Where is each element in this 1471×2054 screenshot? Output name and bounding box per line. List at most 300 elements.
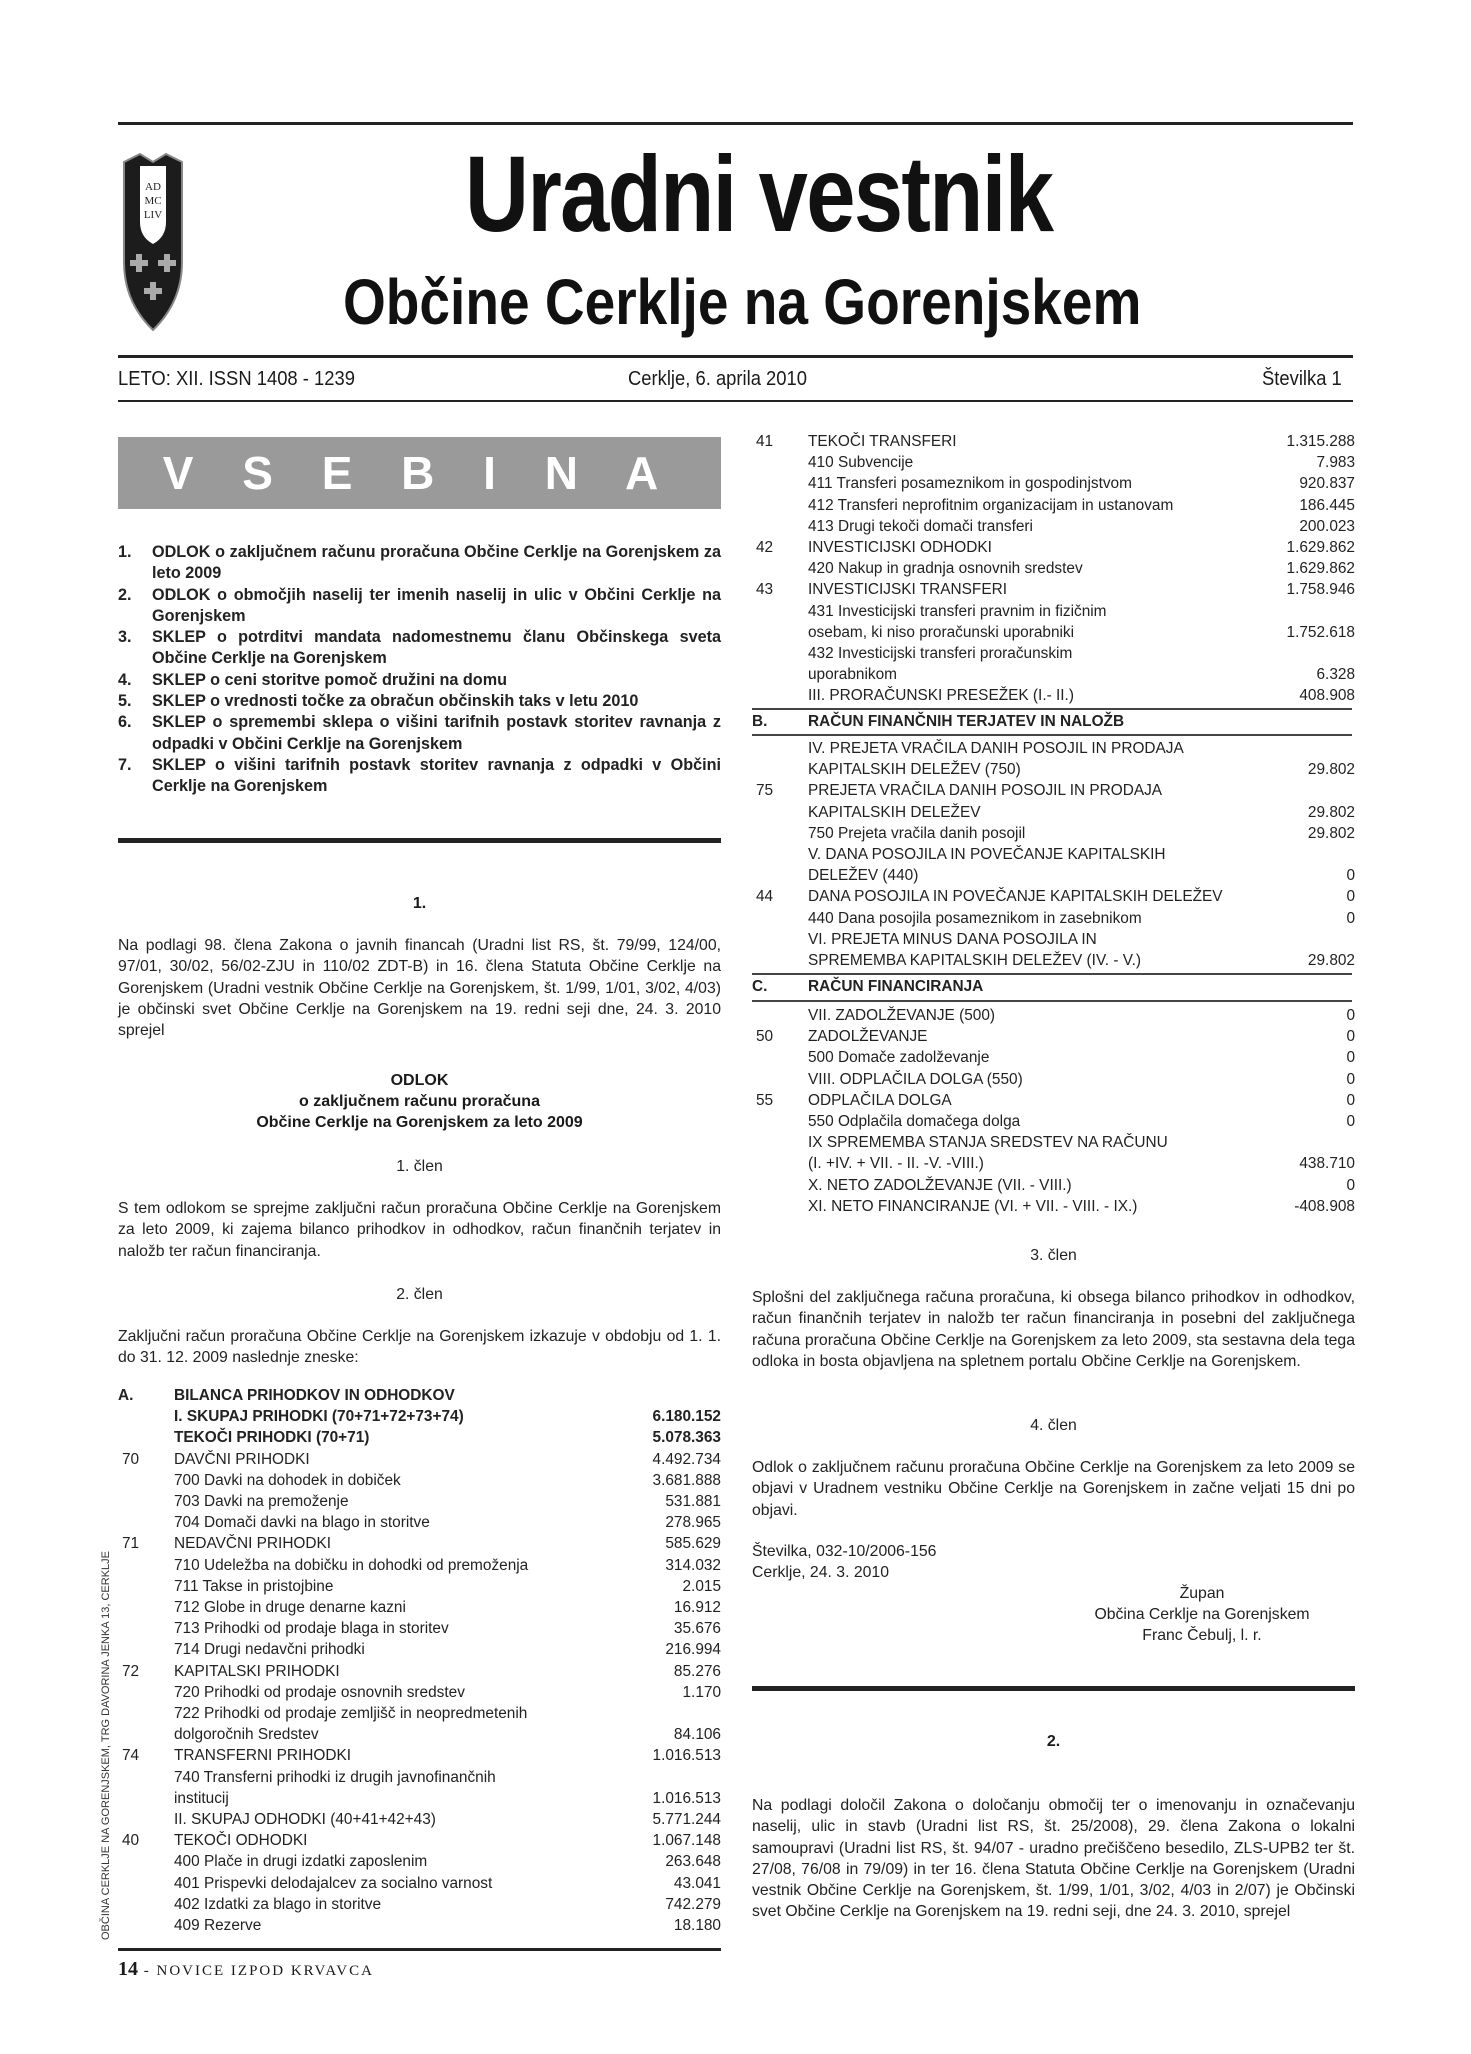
toc-item-text: SKLEP o potrditvi mandata nadomestnemu članu Občinskega sveta Občine Cerklje na Gorenjskem [152, 628, 721, 668]
account-label: IV. PREJETA VRAČILA DANIH POSOJIL IN PRODAJA [808, 740, 1184, 757]
table-row [752, 823, 1355, 844]
account-value: 3.681.888 [652, 1471, 721, 1489]
header-rule-1 [118, 355, 1353, 358]
account-value: 742.279 [665, 1895, 721, 1913]
account-code [118, 1555, 174, 1576]
account-label: 413 Drugi tekoči domači transferi [808, 517, 1033, 535]
table-row [752, 1005, 1355, 1026]
account-value: 16.912 [673, 1599, 721, 1617]
table-row [118, 1724, 721, 1745]
account-code [118, 1767, 174, 1788]
account-code [752, 685, 808, 706]
account-code [752, 516, 808, 537]
table-row [118, 1830, 721, 1851]
account-value: 0 [1346, 1049, 1355, 1067]
account-code [752, 950, 808, 971]
account-value: 6.328 [1316, 666, 1355, 684]
table-row [752, 865, 1355, 886]
table-row [118, 1788, 721, 1809]
publication-name: - NOVICE IZPOD KRVAVCA [138, 1963, 374, 1979]
account-value: 35.676 [673, 1620, 721, 1638]
account-value: 585.629 [665, 1535, 721, 1553]
account-code [752, 1005, 808, 1026]
account-value [1245, 929, 1355, 950]
account-code [752, 865, 808, 886]
account-label: uporabnikom [808, 666, 897, 684]
toc-heading: V S E B I N A [118, 437, 721, 509]
account-value: 0 [1346, 1007, 1355, 1024]
toc-item-number: 2. [118, 585, 132, 604]
clen3-heading: 3. člen [1030, 1247, 1077, 1264]
account-code [752, 1153, 808, 1174]
account-label: ZADOLŽEVANJE [808, 1028, 928, 1046]
signature-org: Občina Cerklje na Gorenjskem [1094, 1606, 1310, 1623]
account-value: 200.023 [1299, 517, 1355, 535]
account-value: 1.752.618 [1286, 623, 1355, 641]
table-row [752, 1111, 1355, 1132]
account-value: 7.983 [1316, 454, 1355, 472]
clen1-text: S tem odlokom se sprejme zaključni račun proračuna Občine Cerklje na Gorenjskem za leto 2009, ki zajema bilanco prihodkov in odhodkov, račun finančnih terjatev in naložb ter račun financiranja. [118, 1200, 721, 1260]
table-row [118, 1555, 721, 1576]
account-label: III. PRORAČUNSKI PRESEŽEK (I.- II.) [808, 687, 1074, 705]
toc-item-number: 6. [118, 713, 132, 732]
account-label: 431 Investicijski transferi pravnim in fizičnim [808, 602, 1107, 620]
table-row [752, 495, 1355, 516]
account-label: NEDAVČNI PRIHODKI [174, 1535, 332, 1553]
account-code [118, 1873, 174, 1894]
account-value: -408.908 [1294, 1197, 1355, 1215]
account-code [118, 1703, 174, 1724]
account-code [752, 601, 808, 622]
account-value: 263.648 [665, 1853, 721, 1871]
account-label: 714 Drugi nedavčni prihodki [174, 1641, 365, 1659]
table-row [118, 1639, 721, 1660]
table-row [752, 643, 1355, 664]
account-value: 18.180 [673, 1917, 721, 1935]
account-label: 710 Udeležba na dobičku in dohodki od premoženja [174, 1556, 529, 1574]
account-label: 720 Prihodki od prodaje osnovnih sredstev [174, 1683, 465, 1701]
account-value [611, 1703, 721, 1724]
account-code: 72 [122, 1662, 140, 1680]
issue-place-date: Cerklje, 6. aprila 2010 [628, 368, 807, 390]
account-code [752, 495, 808, 516]
toc-item [118, 670, 721, 691]
account-value: 1.016.513 [652, 1789, 721, 1807]
account-label: 722 Prihodki od prodaje zemljišč in neopredmetenih [174, 1705, 528, 1723]
toc-item-number: 3. [118, 628, 132, 647]
clen4-text: Odlok o zaključnem računu proračuna Občine Cerklje na Gorenjskem za leto 2009 se objavi v Uradnem vestniku Občine Cerklje na Gorenjskem in začne veljati 15 dni po objavi. [752, 1459, 1355, 1519]
account-code [118, 1809, 174, 1830]
table-row [118, 1851, 721, 1872]
left-bottom-rule [118, 1948, 721, 1951]
signature-title: Župan [1179, 1585, 1225, 1602]
account-value: 0 [1346, 909, 1355, 927]
table-row [118, 1873, 721, 1894]
account-label: VII. ZADOLŽEVANJE (500) [808, 1007, 996, 1024]
account-value: 0 [1346, 888, 1355, 906]
ref-number: Številka, 032-10/2006-156 [752, 1543, 937, 1560]
clen4-heading: 4. člen [1030, 1417, 1077, 1434]
account-label: dolgoročnih Sredstev [174, 1726, 319, 1744]
table-row [752, 664, 1355, 685]
table-row [752, 908, 1355, 929]
account-value: 85.276 [673, 1662, 721, 1680]
section-c-rule-top [752, 973, 1352, 975]
toc-item [118, 691, 721, 712]
account-value: 216.994 [665, 1641, 721, 1659]
account-code: 41 [756, 433, 774, 450]
table-row [118, 1533, 721, 1554]
account-label: 703 Davki na premoženje [174, 1493, 349, 1511]
table-row [752, 601, 1355, 622]
account-value [1245, 844, 1355, 865]
table-row [752, 452, 1355, 473]
account-code [752, 908, 808, 929]
account-code [752, 1132, 808, 1153]
account-value [1245, 1132, 1355, 1153]
table-row [752, 579, 1355, 600]
issue-year-issn: LETO: XII. ISSN 1408 - 1239 [118, 368, 355, 390]
toc-end-rule [118, 838, 721, 843]
signature-name: Franc Čebulj, l. r. [1142, 1627, 1262, 1644]
table-row [118, 1703, 721, 1724]
account-value: 0 [1346, 1028, 1355, 1046]
table-row [752, 1047, 1355, 1068]
table-row [118, 1385, 721, 1406]
toc-item-text: SKLEP o višini tarifnih postavk storitev ravnanja z odpadki v Občini Cerklje na Gorenjskem [152, 755, 721, 796]
account-code [752, 844, 808, 865]
table-row [752, 759, 1355, 780]
account-code [118, 1576, 174, 1597]
page-number: 14 [118, 1958, 138, 1980]
account-value: 531.881 [665, 1493, 721, 1511]
table-row [752, 950, 1355, 971]
account-value: 2.015 [682, 1577, 721, 1595]
publication-title: Uradni vestnik [465, 133, 1053, 254]
account-label: 704 Domači davki na blago in storitve [174, 1514, 430, 1532]
account-label: VI. PREJETA MINUS DANA POSOJILA IN [808, 930, 1097, 948]
account-code: A. [118, 1387, 134, 1404]
toc-list [118, 542, 721, 798]
account-code [752, 558, 808, 579]
account-code: 44 [756, 888, 774, 906]
table-row [752, 780, 1355, 801]
account-label: ODPLAČILA DOLGA [808, 1091, 952, 1109]
account-label: INVESTICIJSKI TRANSFERI [808, 581, 1007, 599]
account-label: 711 Takse in pristojbine [174, 1577, 334, 1595]
account-label: DAVČNI PRIHODKI [174, 1450, 310, 1468]
account-label: 550 Odplačila domačega dolga [808, 1113, 1021, 1131]
section-b-rule-bottom [752, 734, 1352, 736]
table-row [118, 1512, 721, 1533]
table-row [752, 844, 1355, 865]
toc-item-text: SKLEP o spremembi sklepa o višini tarifnih postavk storitev ravnanja z odpadki v Občini Cerklje na Gorenjskem [152, 713, 721, 753]
account-value: 1.315.288 [1286, 433, 1355, 450]
publication-subtitle: Občine Cerklje na Gorenjskem [343, 266, 1142, 338]
doc1-title-2: o zaključnem računu proračuna [299, 1093, 540, 1110]
table-row [118, 1661, 721, 1682]
account-value: 408.908 [1299, 687, 1355, 705]
account-label: KAPITALSKI PRIHODKI [174, 1662, 340, 1680]
account-code: 43 [756, 581, 774, 599]
svg-text:LIV: LIV [143, 209, 163, 221]
table-row [752, 1196, 1355, 1217]
table-row [118, 1597, 721, 1618]
toc-item [118, 712, 721, 755]
account-label: 411 Transferi posameznikom in gospodinjstvom [808, 475, 1132, 493]
account-code [752, 823, 808, 844]
account-code [752, 759, 808, 780]
doc1-number: 1. [412, 895, 427, 912]
account-label: VIII. ODPLAČILA DOLGA (550) [808, 1070, 1023, 1088]
table-row [752, 738, 1355, 759]
section-b-heading: B. RAČUN FINANČNIH TERJATEV IN NALOŽB [752, 713, 1125, 730]
account-value: 29.802 [1307, 761, 1355, 779]
toc-item-number: 5. [118, 692, 132, 711]
account-code [752, 738, 808, 759]
account-code [752, 1069, 808, 1090]
toc-item [118, 627, 721, 670]
account-value: 1.170 [682, 1683, 721, 1701]
account-value: 84.106 [673, 1726, 721, 1744]
account-code [752, 1175, 808, 1196]
balance-table-right-c [752, 1005, 1355, 1217]
account-label: KAPITALSKIH DELEŽEV [808, 803, 981, 821]
publisher-address-margin: OBČINA CERKLJE NA GORENJSKEM, TRG DAVORINA JENKA 13, CERKLJE [100, 1551, 112, 1940]
toc-item-text: ODLOK o območjih naselij ter imenih naselij in ulic v Občini Cerklje na Gorenjskem [152, 585, 721, 625]
account-code [118, 1618, 174, 1639]
toc-item-number: 7. [118, 755, 132, 774]
toc-item-number: 1. [118, 543, 132, 561]
account-label: TEKOČI TRANSFERI [808, 433, 957, 450]
account-value [611, 1767, 721, 1788]
account-label: TEKOČI ODHODKI [174, 1832, 308, 1850]
account-value: 0 [1346, 1176, 1355, 1194]
account-value [611, 1385, 721, 1406]
account-label: X. NETO ZADOLŽEVANJE (VII. - VIII.) [808, 1176, 1072, 1194]
doc1-intro: Na podlagi 98. člena Zakona o javnih financah (Uradni list RS, št. 79/99, 124/00, 97/01, 30/02, 56/02-ZJU in 110/02 ZDT-B) in 16. člena Statuta Občine Cerklje na Gorenjskem (Uradni vestnik Občine Cerklje na Gorenjskem, št. 1/99, 1/01, 3/02, 4/03) je občinski svet Občine Cerklje na Gorenjskem na 19. redni seji dne, 24. 3. 2010 sprejel [118, 937, 721, 1040]
account-code [752, 643, 808, 664]
table-row [752, 1175, 1355, 1196]
toc-item-text: SKLEP o vrednosti točke za obračun občinskih taks v letu 2010 [152, 692, 639, 711]
account-code: 74 [122, 1747, 140, 1765]
municipality-crest [122, 152, 184, 332]
account-label: II. SKUPAJ ODHODKI (40+41+42+43) [174, 1811, 436, 1829]
account-value [1245, 601, 1355, 622]
account-label: 713 Prihodki od prodaje blaga in storitev [174, 1620, 449, 1638]
account-code [118, 1915, 174, 1936]
table-row [118, 1618, 721, 1639]
doc2-number: 2. [1046, 1733, 1061, 1750]
table-row [752, 537, 1355, 558]
section-b-rule-top [752, 708, 1352, 710]
account-label: 400 Plače in drugi izdatki zaposlenim [174, 1853, 428, 1871]
toc-item [118, 755, 721, 798]
table-row [118, 1915, 721, 1936]
account-value: 4.492.734 [652, 1450, 721, 1468]
account-code: 75 [756, 782, 774, 800]
account-code [752, 1047, 808, 1068]
table-row [118, 1767, 721, 1788]
table-row [118, 1576, 721, 1597]
table-row [752, 473, 1355, 494]
account-value: 1.758.946 [1286, 581, 1355, 599]
doc2-intro: Na podlagi določil Zakona o določanju območij ter o imenovanju in označevanju naselij, ulic in stavb (Uradni list RS, št. 25/2008), 29. člena Zakona o lokalni samoupravi (Uradni list RS, št. 94/07 - uradno prečiščeno besedilo, ZLS-UPB2 ter št. 27/08, 76/08 in 79/09) in ter 16. člena Statuta Občine Cerklje na Gorenjskem (Uradni vestnik Občine Cerklje na Gorenjskem, št. 1/99, 1/01, 3/02, 4/03 in 2/07) je Občinski svet Občine Cerklje na Gorenjskem na 19. redni seji, dne 24. 3. 2010, sprejel [752, 1797, 1355, 1921]
toc-item [118, 585, 721, 628]
account-value: 314.032 [665, 1556, 721, 1574]
header-rule-2 [118, 400, 1353, 402]
account-code [118, 1406, 174, 1427]
account-code [752, 1111, 808, 1132]
account-value [1245, 780, 1355, 801]
account-code [752, 452, 808, 473]
account-value: 1.629.862 [1286, 539, 1355, 557]
account-label: BILANCA PRIHODKOV IN ODHODKOV [174, 1387, 455, 1404]
account-value: 0 [1346, 1113, 1355, 1131]
account-code [752, 622, 808, 643]
account-value: 438.710 [1299, 1155, 1355, 1173]
account-code [118, 1851, 174, 1872]
account-value [1245, 643, 1355, 664]
balance-table-left [118, 1385, 721, 1936]
table-row [118, 1406, 721, 1427]
account-label: 420 Nakup in gradnja osnovnih sredstev [808, 560, 1083, 578]
table-row [118, 1427, 721, 1448]
doc-separator-rule [752, 1686, 1355, 1691]
account-label: osebam, ki niso proračunski uporabniki [808, 623, 1075, 641]
account-value: 5.078.363 [652, 1429, 721, 1447]
account-label: 750 Prejeta vračila danih posojil [808, 824, 1026, 842]
top-rule [118, 122, 1353, 125]
account-code [118, 1512, 174, 1533]
account-label: 412 Transferi neprofitnim organizacijam in ustanovam [808, 496, 1174, 514]
section-c-heading: C. RAČUN FINANCIRANJA [752, 978, 984, 995]
table-row [752, 1090, 1355, 1111]
account-label: 712 Globe in druge denarne kazni [174, 1599, 406, 1617]
account-code: 50 [756, 1028, 774, 1046]
account-label: 402 Izdatki za blago in storitve [174, 1895, 382, 1913]
account-label: institucij [174, 1789, 229, 1807]
account-code [118, 1894, 174, 1915]
account-code: 42 [756, 539, 774, 557]
crest-shield-icon [122, 152, 184, 332]
account-label: TEKOČI PRIHODKI (70+71) [174, 1429, 370, 1447]
section-c-rule-bottom [752, 1000, 1352, 1002]
account-value: 6.180.152 [652, 1408, 721, 1426]
account-label: TRANSFERNI PRIHODKI [174, 1747, 352, 1765]
account-code [118, 1682, 174, 1703]
table-row [752, 685, 1355, 706]
account-label: SPREMEMBA KAPITALSKIH DELEŽEV (IV. - V.) [808, 952, 1141, 970]
toc-item-text: SKLEP o ceni storitve pomoč družini na domu [152, 670, 507, 689]
table-row [752, 1153, 1355, 1174]
account-code [118, 1724, 174, 1745]
table-row [118, 1449, 721, 1470]
table-row [752, 1069, 1355, 1090]
account-code [118, 1597, 174, 1618]
account-value: 1.629.862 [1286, 560, 1355, 578]
table-row [752, 929, 1355, 950]
account-code [118, 1788, 174, 1809]
account-code: 55 [756, 1091, 774, 1109]
account-code [752, 802, 808, 823]
table-row [118, 1745, 721, 1766]
account-code [118, 1491, 174, 1512]
table-row [752, 1132, 1355, 1153]
page-footer [118, 1958, 374, 1981]
balance-table-right-b [752, 738, 1355, 971]
svg-text:MC: MC [144, 195, 162, 207]
account-label: (I. +IV. + VII. - II. -V. -VIII.) [808, 1155, 984, 1173]
table-row [752, 886, 1355, 907]
clen2-text: Zaključni račun proračuna Občine Cerklje na Gorenjskem izkazuje v obdobju od 1. 1. do 31. 12. 2009 naslednje zneske: [118, 1328, 721, 1367]
account-label: KAPITALSKIH DELEŽEV (750) [808, 761, 1021, 779]
account-label: PREJETA VRAČILA DANIH POSOJIL IN PRODAJA [808, 782, 1163, 800]
account-label: INVESTICIJSKI ODHODKI [808, 539, 992, 557]
toc-item-number: 4. [118, 670, 132, 689]
account-value: 0 [1346, 1070, 1355, 1088]
table-row [752, 802, 1355, 823]
ref-date: Cerklje, 24. 3. 2010 [752, 1564, 889, 1581]
svg-text:AD: AD [145, 181, 161, 193]
account-label: 500 Domače zadolževanje [808, 1049, 990, 1067]
account-label: V. DANA POSOJILA IN POVEČANJE KAPITALSKIH [808, 846, 1166, 864]
account-value: 1.016.513 [652, 1747, 721, 1765]
table-row [752, 516, 1355, 537]
account-code [752, 664, 808, 685]
doc1-title-3: Občine Cerklje na Gorenjskem za leto 2009 [256, 1114, 583, 1131]
toc-item-text: ODLOK o zaključnem računu proračuna Občine Cerklje na Gorenjskem za leto 2009 [152, 543, 721, 583]
clen3-text: Splošni del zaključnega računa proračuna, ki obsega bilanco prihodkov in odhodkov, račun finančnih terjatev in naložb ter račun financiranja in posebni del zaključnega računa proračuna Občine Cerklje na Gorenjskem za leto 2009, sta sestavna dela tega odloka in bosta objavljena na spletnem portalu Občine Cerklje na Gorenjskem. [752, 1289, 1355, 1370]
account-label: 432 Investicijski transferi proračunskim [808, 645, 1073, 663]
account-value: 29.802 [1307, 803, 1355, 821]
account-value: 920.837 [1299, 475, 1355, 493]
doc1-title-1: ODLOK [390, 1072, 449, 1089]
account-value: 0 [1346, 1091, 1355, 1109]
table-row [118, 1809, 721, 1830]
account-code [752, 1196, 808, 1217]
account-value: 5.771.244 [652, 1811, 721, 1829]
table-row [118, 1491, 721, 1512]
account-label: 401 Prispevki delodajalcev za socialno varnost [174, 1874, 493, 1892]
account-value: 43.041 [673, 1874, 721, 1892]
table-row [752, 558, 1355, 579]
account-value: 29.802 [1307, 952, 1355, 970]
account-code [752, 929, 808, 950]
account-value: 186.445 [1299, 496, 1355, 514]
account-label: DANA POSOJILA IN POVEČANJE KAPITALSKIH DELEŽEV [808, 888, 1223, 906]
account-label: 410 Subvencije [808, 454, 914, 472]
account-label: 740 Transferni prihodki iz drugih javnofinančnih [174, 1768, 496, 1786]
clen1-heading: 1. člen [396, 1158, 443, 1175]
account-label: XI. NETO FINANCIRANJE (VI. + VII. - VIII. - IX.) [808, 1197, 1138, 1215]
balance-table-right-a [752, 431, 1355, 707]
account-value [1245, 738, 1355, 759]
account-value: 29.802 [1307, 824, 1355, 842]
clen2-heading: 2. člen [396, 1286, 443, 1303]
table-row [752, 1026, 1355, 1047]
account-code [118, 1427, 174, 1448]
account-label: DELEŽEV (440) [808, 867, 919, 885]
account-code [118, 1470, 174, 1491]
account-code [752, 473, 808, 494]
account-label: I. SKUPAJ PRIHODKI (70+71+72+73+74) [174, 1408, 464, 1426]
account-label: 700 Davki na dohodek in dobiček [174, 1471, 401, 1489]
issue-number: Številka 1 [1262, 368, 1342, 390]
account-value: 1.067.148 [652, 1832, 721, 1850]
account-label: 409 Rezerve [174, 1917, 262, 1935]
account-code [118, 1639, 174, 1660]
